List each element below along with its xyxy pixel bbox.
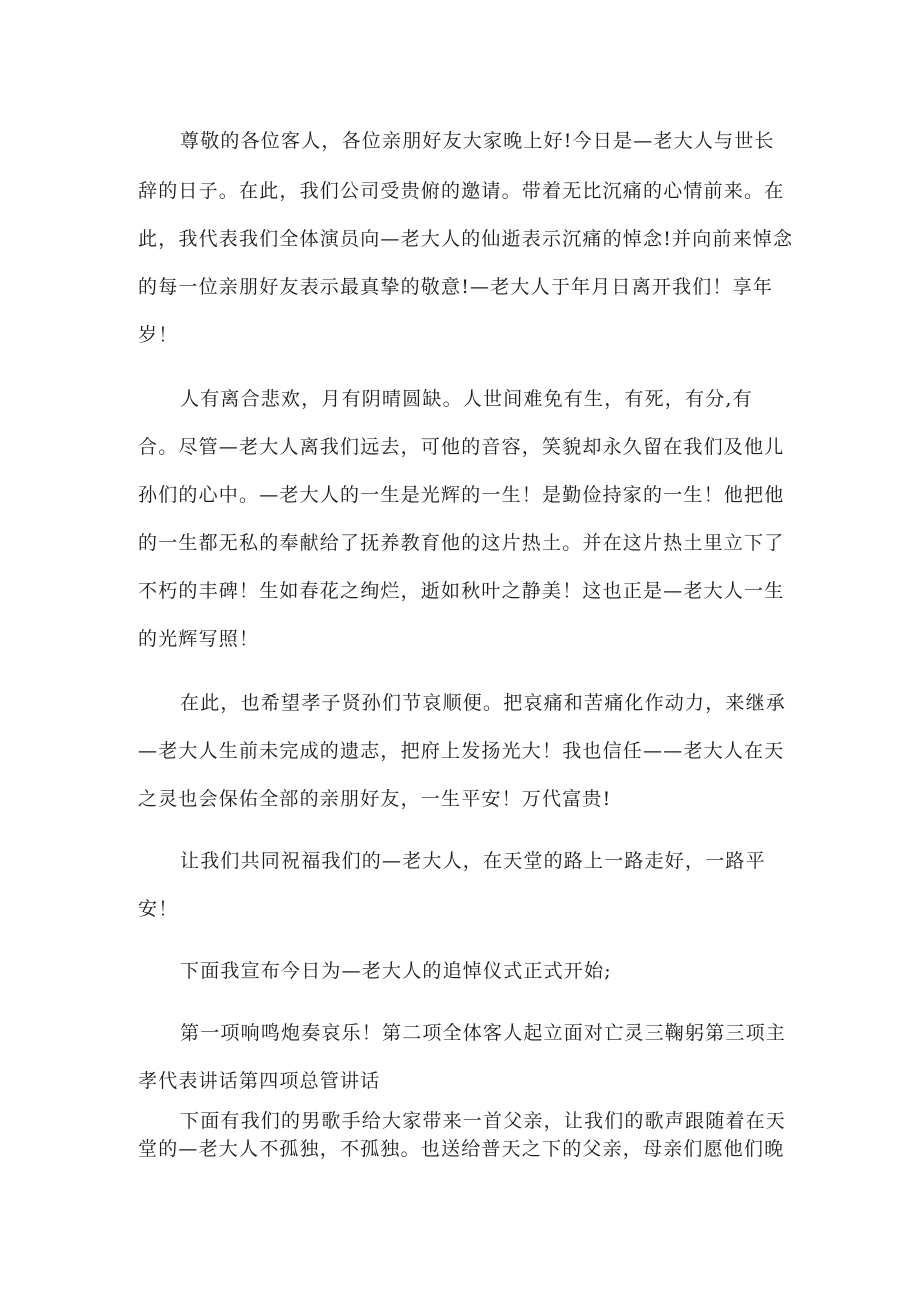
paragraph-2-line-6: 的光辉写照！ [138, 628, 260, 650]
paragraph-7-line-1: 下面有我们的男歌手给大家带来一首父亲，让我们的歌声跟随着在天 [180, 1110, 787, 1132]
paragraph-2-line-5: 不朽的丰碑！生如春花之绚烂，逝如秋叶之静美！这也正是—老大人一生 [138, 580, 785, 602]
paragraph-1-line-2: 辞的日子。在此，我们公司受贵俯的邀请。带着无比沉痛的心情前来。在 [138, 180, 785, 202]
paragraph-1-line-4: 的每一位亲朋好友表示最真挚的敬意!—老大人于年月日离开我们！享年 [138, 276, 774, 298]
paragraph-3-line-1: 在此，也希望孝子贤孙们节哀顺便。把哀痛和苦痛化作动力，来继承 [180, 692, 787, 714]
paragraph-1-line-1: 尊敬的各位客人，各位亲朋好友大家晚上好!今日是—老大人与世长 [180, 130, 775, 152]
paragraph-1-line-3: 此，我代表我们全体演员向—老大人的仙逝表示沉痛的悼念!并向前来悼念 [138, 228, 794, 250]
paragraph-2-line-2: 合。尽管—老大人离我们远去，可他的音容，笑貌却永久留在我们及他儿 [138, 436, 785, 458]
paragraph-2-line-1: 人有离合悲欢，月有阴晴圆缺。人世间难免有生，有死，有分,有 [180, 388, 753, 410]
paragraph-6-line-1: 第一项响鸣炮奏哀乐！第二项全体客人起立面对亡灵三鞠躬第三项主 [180, 1022, 787, 1044]
paragraph-7-line-2: 堂的—老大人不孤独，不孤独。也送给普天之下的父亲，母亲们愿他们晚 [138, 1138, 785, 1160]
paragraph-5-line-1: 下面我宣布今日为—老大人的追悼仪式正式开始; [180, 960, 612, 982]
paragraph-6-line-2: 孝代表讲话第四项总管讲话 [138, 1070, 381, 1092]
paragraph-4-line-2: 安！ [138, 898, 179, 920]
paragraph-2-line-4: 的一生都无私的奉献给了抚养教育他的这片热土。并在这片热土里立下了 [138, 532, 785, 554]
paragraph-3-line-3: 之灵也会保佑全部的亲朋好友，一生平安！万代富贵! [138, 788, 612, 810]
paragraph-2-line-3: 孙们的心中。—老大人的一生是光辉的一生！是勤俭持家的一生！他把他 [138, 484, 785, 506]
paragraph-3-line-2: —老大人生前未完成的遗志，把府上发扬光大！我也信任——老大人在天 [138, 740, 785, 762]
paragraph-1-line-5: 岁！ [138, 324, 179, 346]
paragraph-4-line-1: 让我们共同祝福我们的—老大人，在天堂的路上一路走好，一路平 [180, 850, 766, 872]
